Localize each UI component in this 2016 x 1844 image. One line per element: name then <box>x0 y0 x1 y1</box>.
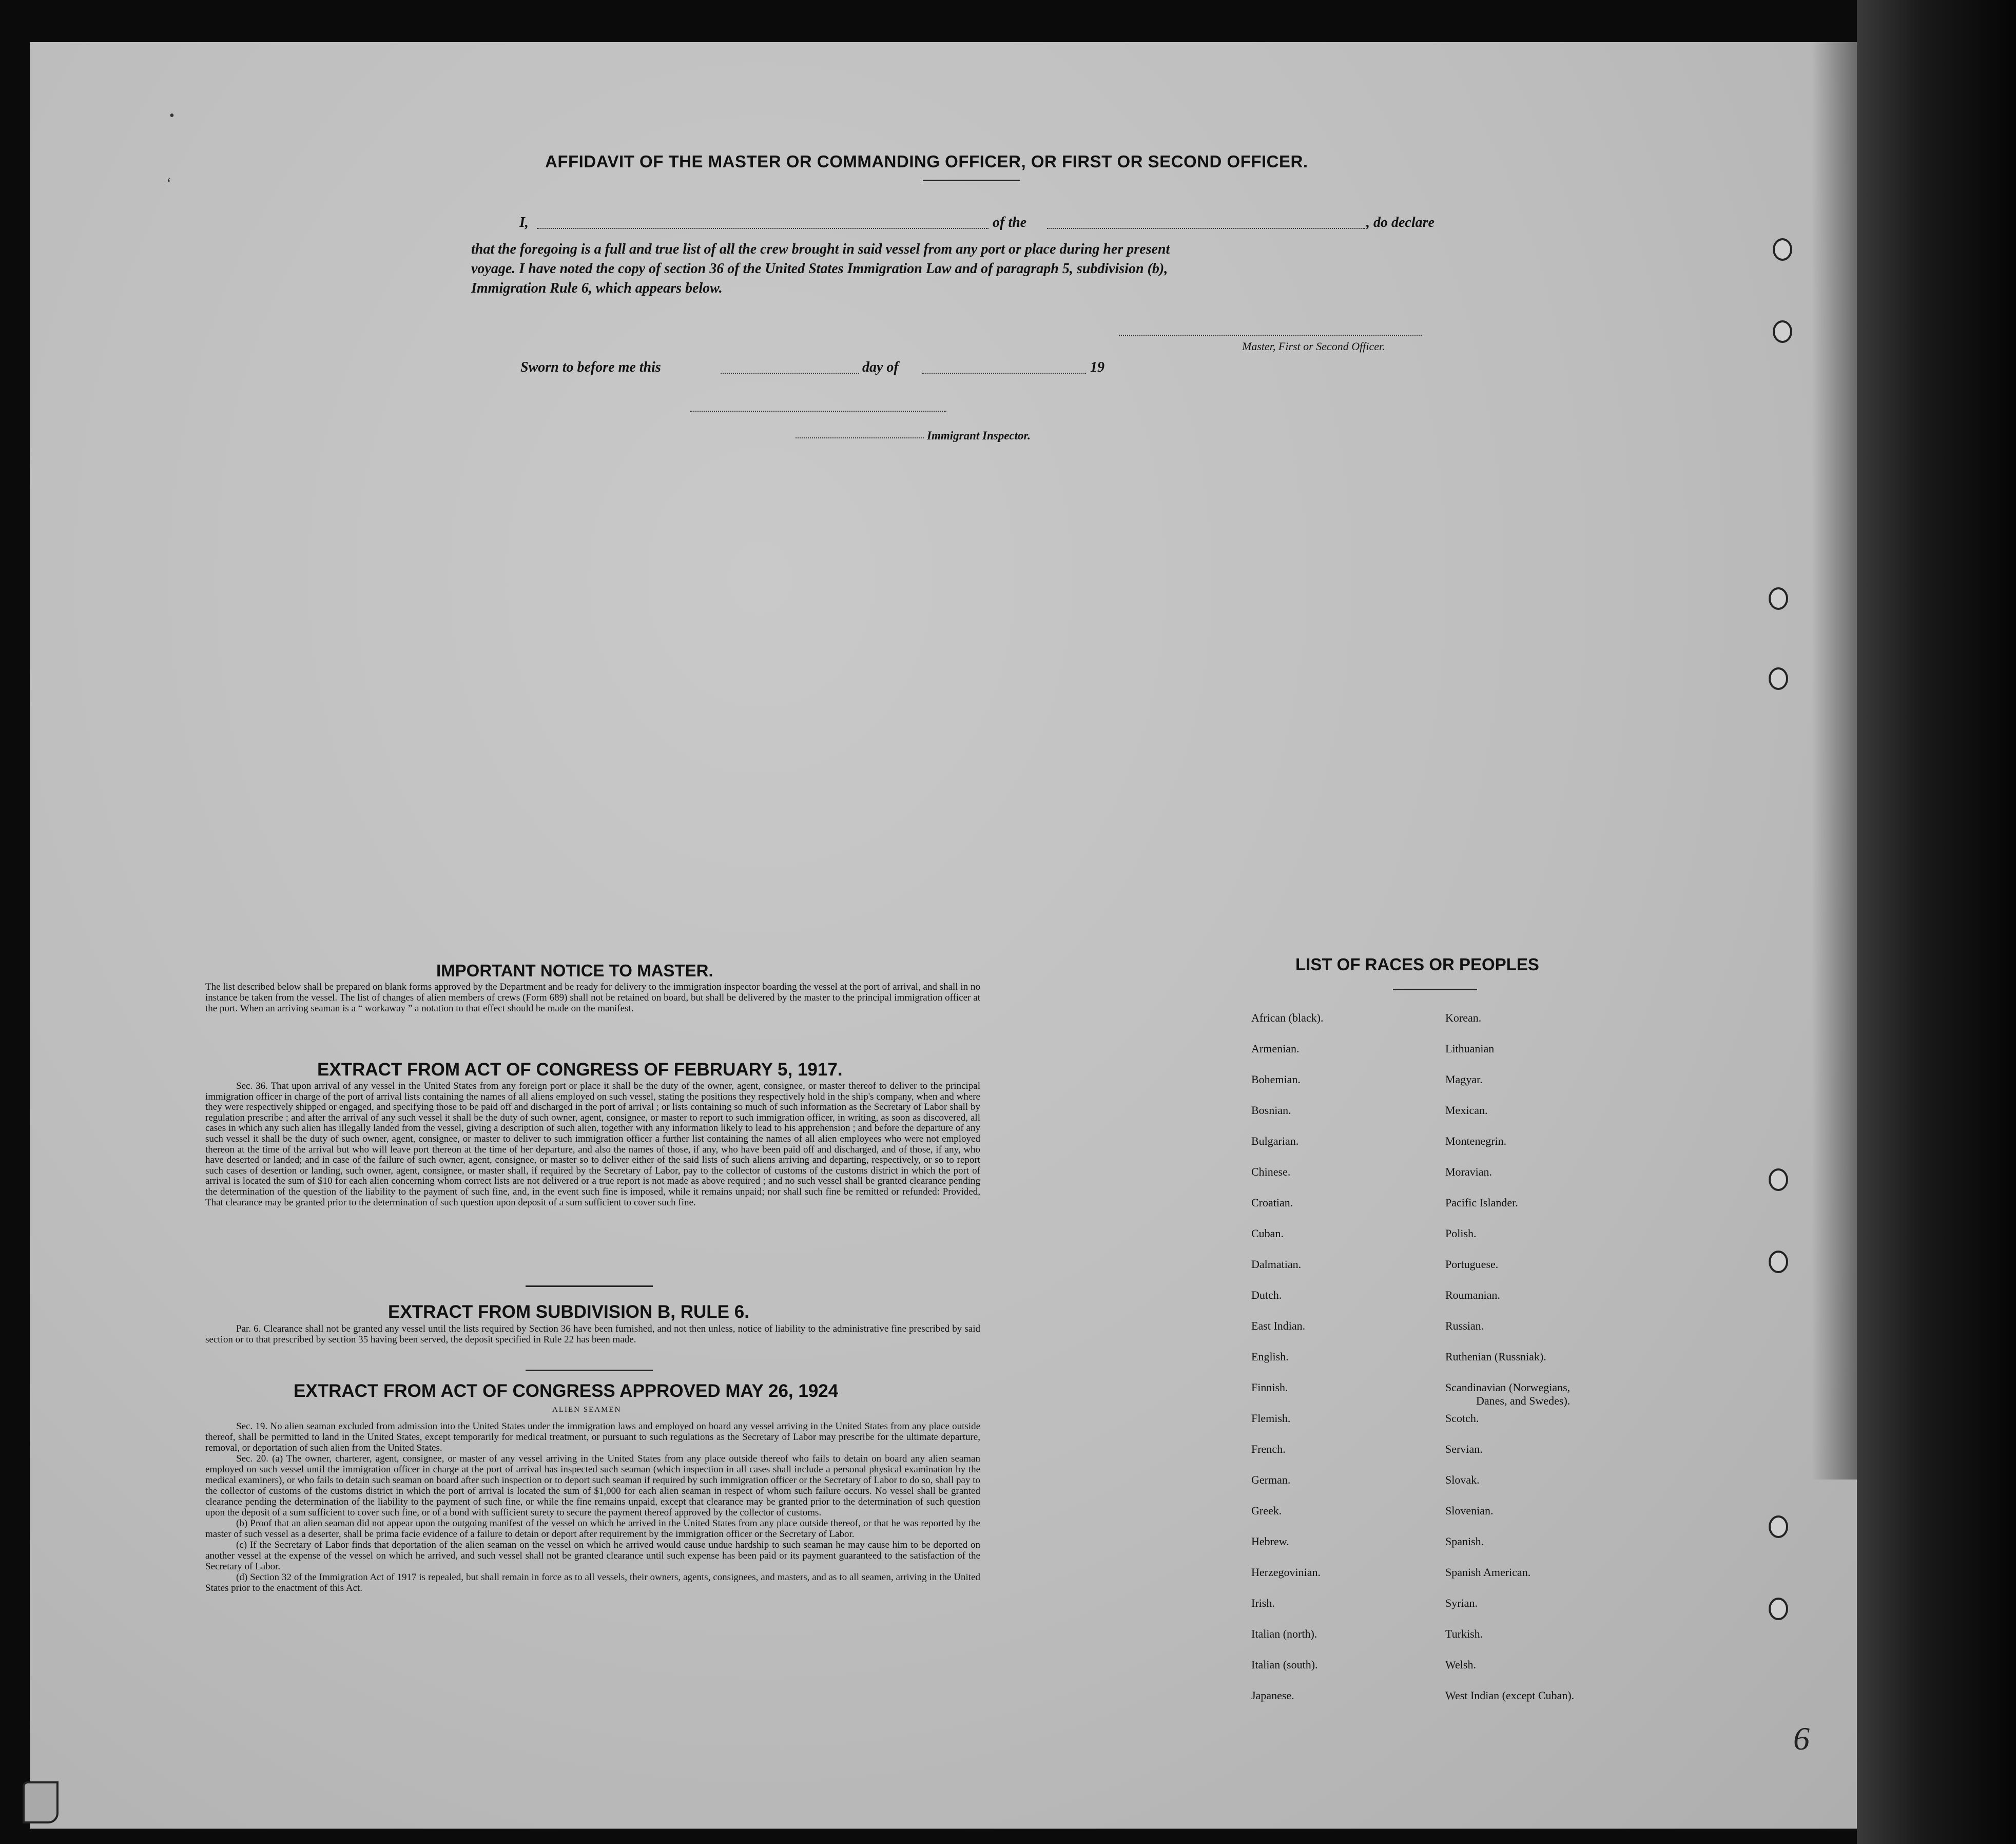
race-item: Servian. <box>1445 1443 1483 1455</box>
affidavit-line1-end: , do declare <box>1366 215 1435 230</box>
binder-hole-7 <box>1769 1515 1788 1538</box>
affidavit-line4: Immigration Rule 6, which appears below. <box>471 280 723 296</box>
race-item: Pacific Islander. <box>1445 1196 1518 1209</box>
signature-blank <box>1119 335 1422 336</box>
race-item: Mexican. <box>1445 1104 1488 1117</box>
vessel-blank <box>1047 228 1365 229</box>
handwritten-page-number: 6 <box>1793 1720 1810 1757</box>
race-item: Montenegrin. <box>1445 1135 1507 1147</box>
sec-20b-paragraph: (b) Proof that an alien seaman did not appear upon the outgoing manifest of the vessel on which he arrived in the United States from any place outside thereof, or that he was reported by the master of such vessel as a deserter, shall be prima facie evidence of a failure to detain or deport after requirement by the immigration officer or the Secretary of Labor. <box>205 1518 980 1540</box>
race-item: Russian. <box>1445 1319 1484 1332</box>
race-item: Welsh. <box>1445 1658 1476 1671</box>
binder-hole-2 <box>1773 320 1792 343</box>
notice-body: The list described below shall be prepared on blank forms approved by the Department and be ready for delivery to the immigration inspector boarding the vessel at the port of arrival, and shall in no instance be taken from the vessel. The list of changes of alien members of crews (Form 689) shall not be retained on board, but shall be delivered by the master to the principal immigration officer at the port. When an arriving seaman is a “ workaway ” a notation to that effect should be made on the manifest. <box>205 982 980 1014</box>
race-item: Finnish. <box>1251 1381 1288 1394</box>
corner-tear <box>23 1781 59 1823</box>
races-title: LIST OF RACES OR PEOPLES <box>1295 955 1539 974</box>
year-prefix: 19 <box>1090 359 1104 375</box>
race-item: Italian (south). <box>1251 1658 1318 1671</box>
signature-caption: Master, First or Second Officer. <box>1242 340 1385 353</box>
race-item: East Indian. <box>1251 1319 1306 1332</box>
race-item: Dalmatian. <box>1251 1258 1302 1271</box>
race-item: English. <box>1251 1350 1289 1363</box>
race-item: Cuban. <box>1251 1227 1284 1240</box>
day-of-text: day of <box>862 359 899 375</box>
race-item: Magyar. <box>1445 1073 1483 1086</box>
extract-1924-body <box>205 1421 980 1593</box>
rule6-body: Par. 6. Clearance shall not be granted any vessel until the lists required by Section 36 have been furnished, and not then unless, notice of liability to the administrative fine prescribed by said section or to that prescribed by section 35 having been served, the deposit specified in Rule 22 has been made. <box>205 1323 980 1345</box>
race-item: Scandinavian (Norwegians, <box>1445 1381 1571 1394</box>
binder-hole-3 <box>1769 587 1788 610</box>
race-item: African (black). <box>1251 1011 1324 1024</box>
page-edge-shadow <box>1812 42 1858 1480</box>
name-blank <box>537 228 988 229</box>
sworn-text: Sworn to before me this <box>520 359 661 375</box>
race-item: Armenian. <box>1251 1042 1300 1055</box>
race-item: Japanese. <box>1251 1689 1294 1702</box>
inspector-blank <box>796 437 924 438</box>
race-item: Bosnian. <box>1251 1104 1291 1117</box>
race-item: Chinese. <box>1251 1165 1291 1178</box>
scanner-background <box>1857 0 2016 1844</box>
race-item: Greek. <box>1251 1504 1282 1517</box>
race-item: Spanish American. <box>1445 1566 1531 1579</box>
race-item: Slovenian. <box>1445 1504 1494 1517</box>
binder-hole-4 <box>1769 667 1788 690</box>
extract-1917-title: EXTRACT FROM ACT OF CONGRESS OF FEBRUARY 5, 1917. <box>317 1060 843 1080</box>
rule6-title: EXTRACT FROM SUBDIVISION B, RULE 6. <box>388 1302 749 1322</box>
extract-1924-subtitle: ALIEN SEAMEN <box>552 1406 622 1414</box>
race-item: Croatian. <box>1251 1196 1293 1209</box>
race-item: Slovak. <box>1445 1473 1480 1486</box>
race-item: Danes, and Swedes). <box>1476 1394 1571 1407</box>
extract-1924-title: EXTRACT FROM ACT OF CONGRESS APPROVED MAY 26, 1924 <box>294 1381 839 1401</box>
binder-hole-6 <box>1769 1251 1788 1273</box>
inspector-caption: Immigrant Inspector. <box>927 429 1031 442</box>
affidavit-line1-start: I, <box>519 215 529 230</box>
section-divider-1 <box>526 1285 653 1287</box>
race-item: French. <box>1251 1443 1286 1455</box>
affidavit-line1-of: of the <box>993 215 1027 230</box>
race-item: Korean. <box>1445 1011 1482 1024</box>
sworn-day-blank <box>721 373 859 374</box>
race-item: West Indian (except Cuban). <box>1445 1689 1575 1702</box>
race-item: Hebrew. <box>1251 1535 1289 1548</box>
race-item: Turkish. <box>1445 1627 1483 1640</box>
race-item: Polish. <box>1445 1227 1477 1240</box>
races-title-underline <box>1393 989 1477 990</box>
sworn-month-blank <box>922 373 1086 374</box>
race-item: Herzegovinian. <box>1251 1566 1321 1579</box>
race-item: Roumanian. <box>1445 1289 1500 1301</box>
race-item: Flemish. <box>1251 1412 1291 1425</box>
binder-hole-5 <box>1769 1168 1788 1191</box>
race-item: Scotch. <box>1445 1412 1479 1425</box>
inspector-signature-blank <box>690 411 946 412</box>
sec-20a-paragraph: Sec. 20. (a) The owner, charterer, agent, consignee, or master of any vessel arriving in the United States from any place outside thereof who fails to detain on board any alien seaman employed on such vessel until the immigration officer in charge at the port of arrival has inspected such seaman (which inspection in all cases shall include a personal physical examination by the medical examiners), or who fails to detain such seaman on board after such inspection or to deport such seaman if required by such immigration officer or the Secretary of Labor to do so, shall pay to the collector of customs of the customs district in which the port of arrival is located the sum of $1,000 for each alien seaman in respect of whom such failure occurs. No vessel shall be granted clearance pending the determination of the liability to the payment of such fine, or while the fine remains unpaid, except that clearance may be granted prior to the determination of such question upon the deposit of a sum sufficient to cover such fine, or of a bond with sufficient surety to secure the payment thereof approved by the collector of customs. <box>205 1453 980 1518</box>
race-item: Dutch. <box>1251 1289 1282 1301</box>
ink-mark: • <box>169 108 175 124</box>
section-divider-2 <box>526 1370 653 1371</box>
race-item: Italian (north). <box>1251 1627 1317 1640</box>
race-item: Bohemian. <box>1251 1073 1301 1086</box>
notice-title: IMPORTANT NOTICE TO MASTER. <box>436 961 713 980</box>
race-item: Syrian. <box>1445 1597 1478 1609</box>
race-item: German. <box>1251 1473 1291 1486</box>
race-item: Portuguese. <box>1445 1258 1499 1271</box>
affidavit-line2: that the foregoing is a full and true list of all the crew brought in said vessel from any port or place during her present <box>471 241 1170 257</box>
race-item: Bulgarian. <box>1251 1135 1299 1147</box>
race-item: Spanish. <box>1445 1535 1484 1548</box>
affidavit-title: AFFIDAVIT OF THE MASTER OR COMMANDING OFFICER, OR FIRST OR SECOND OFFICER. <box>545 152 1308 171</box>
title-underline <box>923 180 1020 181</box>
race-item: Moravian. <box>1445 1165 1492 1178</box>
sec-20d-paragraph: (d) Section 32 of the Immigration Act of 1917 is repealed, but shall remain in force as to all vessels, their owners, agents, consignees, and masters, and as to all seamen, arriving in the United States prior to the enactment of this Act. <box>205 1572 980 1593</box>
binder-hole-1 <box>1773 238 1792 261</box>
binder-hole-8 <box>1769 1598 1788 1620</box>
affidavit-line3: voyage. I have noted the copy of section 36 of the United States Immigration Law and of paragraph 5, subdivision (b), <box>471 261 1168 277</box>
race-item: Irish. <box>1251 1597 1275 1609</box>
sec-19-paragraph: Sec. 19. No alien seaman excluded from admission into the United States under the immigration laws and employed on board any vessel arriving in the United States from any place outside thereof, shall be permitted to land in the United States, except temporarily for medical treatment, or pursuant to such regulations as the Secretary of Labor may prescribe for the ultimate departure, removal, or deportation of such alien from the United States. <box>205 1421 980 1453</box>
race-item: Lithuanian <box>1445 1042 1495 1055</box>
race-item: Ruthenian (Russniak). <box>1445 1350 1546 1363</box>
ink-mark: ‘ <box>166 175 171 191</box>
extract-1917-body: Sec. 36. That upon arrival of any vessel in the United States from any foreign port or place it shall be the duty of the owner, agent, consignee, or master thereof to deliver to the principal immigration officer in charge of the port of arrival lists containing the names of all aliens employed on such vessel, stating the positions they respectively hold in the ship's company, when and where they were respectively shipped or engaged, and specifying those to be paid off and discharged in the port of arrival ; or lists containing so much of such information as the Secretary of Labor shall by regulation prescribe ; and after the arrival of any such vessel it shall be the duty of such owner, agent, consignee, or master to report to such immigration officer, in writing, as soon as discovered, all cases in which any such alien has illegally landed from the vessel, giving a description of such alien, together with any information likely to lead to his apprehension ; and before the departure of any such vessel it shall be the duty of such owner, agent, consignee, or master to deliver to such immigration officer a further list containing the names of all alien employees who were not employed thereon at the time of the arrival but who will leave port thereon at the time of her departure, and also the names of those, if any, who have been paid off and discharged, and of those, if any, who have deserted or landed; and in case of the failure of such owner, agent, consignee, or master so to deliver either of the said lists of such aliens arriving and departing, respectively, or so to report such cases of desertion or landing, such owner, agent, consignee, or master shall, if required by the Secretary of Labor, pay to the collector of customs of the customs district in which the port of arrival is located the sum of $10 for each alien concerning whom correct lists are not delivered or a true report is not made as above required ; and no such vessel shall be granted clearance pending the determination of the question of the liability to the payment of such fine, and, in the event such fine is imposed, while it remains unpaid; nor shall such fine be remitted or refunded: Provided, That clearance may be granted prior to the determination of such question upon deposit of a sum sufficient to cover such fine. <box>205 1081 980 1208</box>
sec-20c-paragraph: (c) If the Secretary of Labor finds that deportation of the alien seaman on the vessel on which he arrived would cause undue hardship to such seaman he may cause him to be deported on another vessel at the expense of the vessel on which he arrived, and such vessel shall not be granted clearance until such expense has been paid or its payment guaranteed to the satisfaction of the Secretary of Labor. <box>205 1540 980 1572</box>
